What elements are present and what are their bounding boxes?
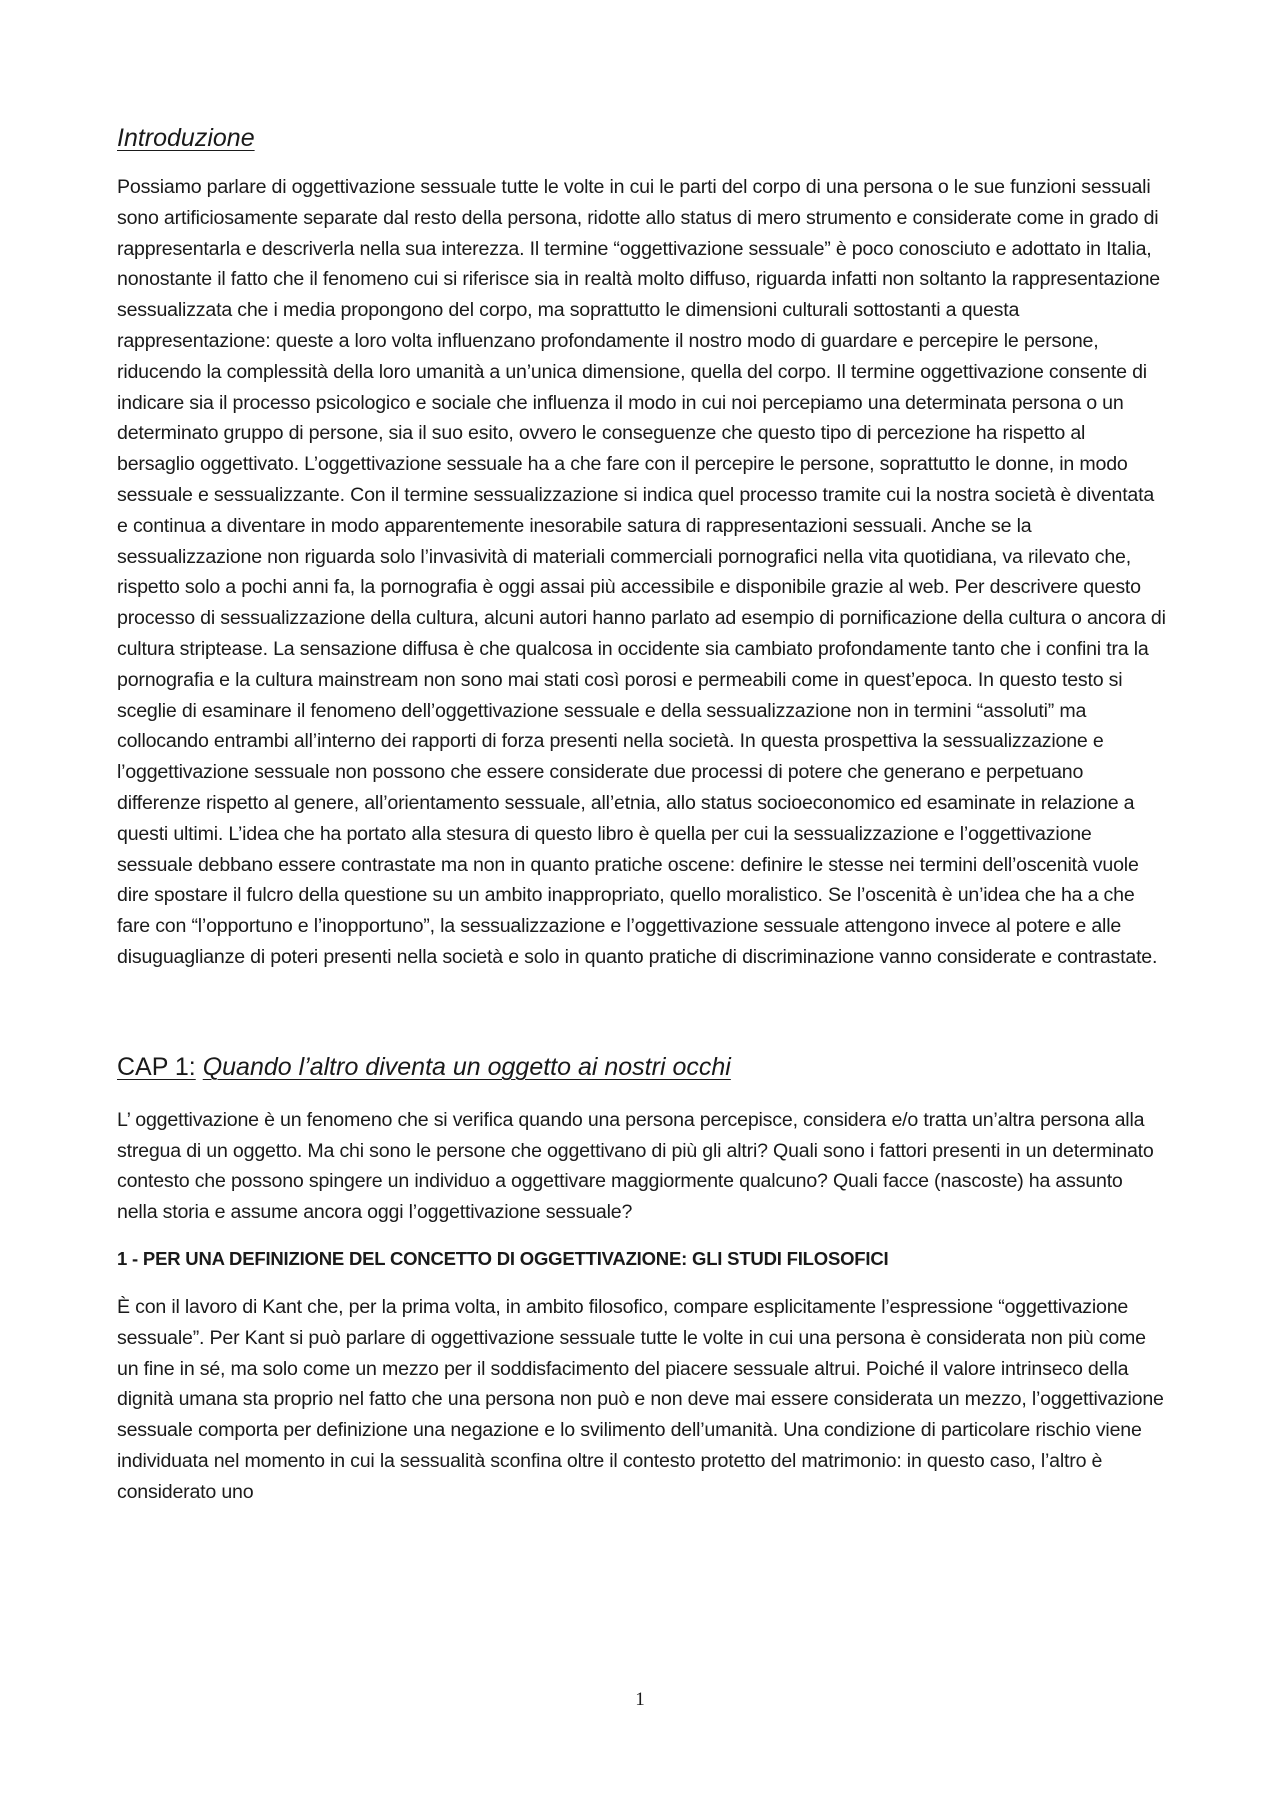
document-page <box>117 122 1167 1507</box>
chapter-title: Quando l’altro diventa un oggetto ai nostri occhi <box>202 1052 731 1081</box>
chapter-intro-paragraph: L’ oggettivazione è un fenomeno che si verifica quando una persona percepisce, considera e/o tratta un’altra persona alla stregua di un oggetto. Ma chi sono le persone che oggettivano di più gli altri? Quali sono i fattori presenti in un determinato contesto che possono spingere un individuo a oggettivare maggiormente qualcuno? Quali facce (nascoste) ha assunto nella storia e assume ancora oggi l’oggettivazione sessuale? <box>117 1108 1154 1224</box>
intro-heading: Introduzione <box>117 124 255 152</box>
chapter-label: CAP 1: <box>117 1052 196 1081</box>
chapter-heading <box>117 1051 1167 1083</box>
page-number: 1 <box>635 1689 645 1710</box>
section-paragraph: È con il lavoro di Kant che, per la prima volta, in ambito filosofico, compare esplicitamente l’espressione “oggettivazione sessuale”. Per Kant si può parlare di oggettivazione sessuale tutte le volte in cui una persona è considerata non più come un fine in sé, ma solo come un mezzo per il soddisfacimento del piacere sessuale altrui. Poiché il valore intrinseco della dignità umana sta proprio nel fatto che una persona non può e non deve mai essere considerata un mezzo, l’oggettivazione sessuale comporta per definizione una negazione e lo svilimento dell’umanità. Una condizione di particolare rischio viene individuata nel momento in cui la sessualità sconfina oltre il contesto protetto del matrimonio: in questo caso, l’altro è considerato uno <box>117 1295 1164 1503</box>
intro-paragraph: Possiamo parlare di oggettivazione sessuale tutte le volte in cui le parti del corpo di una persona o le sue funzioni sessuali sono artificiosamente separate dal resto della persona, ridotte allo status di mero strumento e considerate come in grado di rappresentarla e descriverla nella sua interezza. Il termine “oggettivazione sessuale” è poco conosciuto e adottato in Italia, nonostante il fatto che il fenomeno cui si riferisce sia in realtà molto diffuso, riguarda infatti non soltanto la rappresentazione sessualizzata che i media propongono del corpo, ma soprattutto le dimensioni culturali sottostanti a questa rappresentazione: queste a loro volta influenzano profondamente il nostro modo di guardare e percepire le persone, riducendo la complessità della loro umanità a un’unica dimensione, quella del corpo. Il termine oggettivazione consente di indicare sia il processo psicologico e sociale che influenza il modo in cui noi percepiamo una determinata persona o un determinato gruppo di persone, sia il suo esito, ovvero le conseguenze che questo tipo di percezione ha rispetto al bersaglio oggettivato. L’oggettivazione sessuale ha a che fare con il percepire le persone, soprattutto le donne, in modo sessuale e sessualizzante. Con il termine sessualizzazione si indica quel processo tramite cui la nostra società è diventata e continua a diventare in modo apparentemente inesorabile satura di rappresentazioni sessuali. Anche se la sessualizzazione non riguarda solo l’invasività di materiali commerciali pornografici nella vita quotidiana, va rilevato che, rispetto solo a pochi anni fa, la pornografia è oggi assai più accessibile e disponibile grazie al web. Per descrivere questo processo di sessualizzazione della cultura, alcuni autori hanno parlato ad esempio di pornificazione della cultura o ancora di cultura striptease. La sensazione diffusa è che qualcosa in occidente sia cambiato profondamente tanto che i confini tra la pornografia e la cultura mainstream non sono mai stati così porosi e permeabili come in quest’epoca. In questo testo si sceglie di esaminare il fenomeno dell’oggettivazione sessuale e della sessualizzazione non in termini “assoluti” ma collocando entrambi all’interno dei rapporti di forza presenti nella società. In questa prospettiva la sessualizzazione e l’oggettivazione sessuale non possono che essere considerate due processi di potere che generano e perpetuano differenze rispetto al genere, all’orientamento sessuale, all’etnia, allo status socioeconomico ed esaminate in relazione a questi ultimi. L’idea che ha portato alla stesura di questo libro è quella per cui la sessualizzazione e l’oggettivazione sessuale debbano essere contrastate ma non in quanto pratiche oscene: definire le stesse nei termini dell’oscenità vuole dire spostare il fulcro della questione su un ambito inappropriato, quello moralistico. Se l’oscenità è un’idea che ha a che fare con “l’opportuno e l’inopportuno”, la sessualizzazione e l’oggettivazione sessuale attengono invece al potere e alle disuguaglianze di poteri presenti nella società e solo in quanto pratiche di discriminazione vanno considerate e contrastate. <box>117 176 1166 968</box>
section-heading: 1 - PER UNA DEFINIZIONE DEL CONCETTO DI OGGETTIVAZIONE: GLI STUDI FILOSOFICI <box>117 1247 889 1269</box>
